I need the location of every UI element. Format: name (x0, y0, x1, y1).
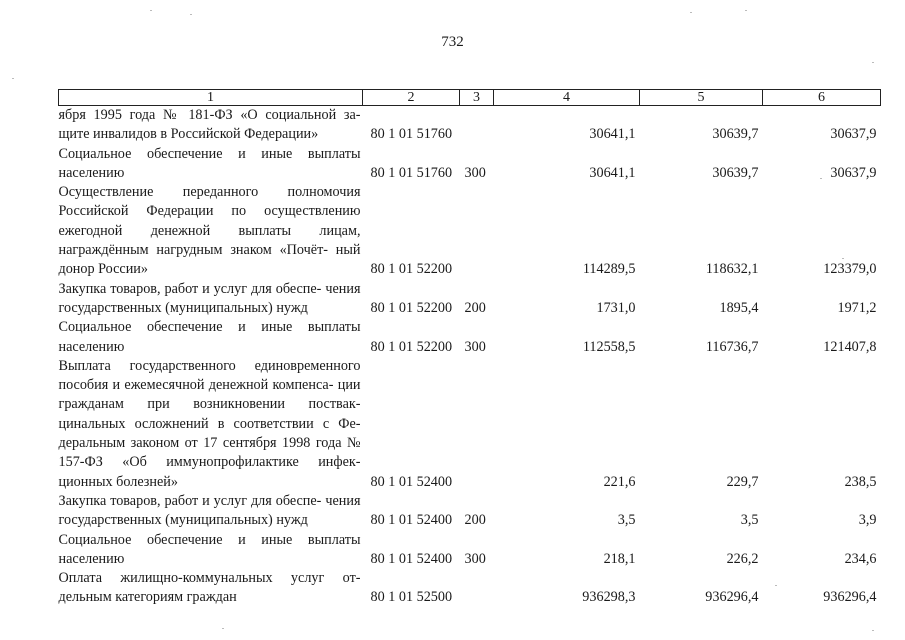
description-line: награждённым нагрудным знаком «Почёт- (58, 242, 328, 259)
description-line: Российской Федерации по осуществлению (58, 203, 361, 220)
header-cell: 2 (363, 90, 460, 106)
row-value-col4: 936298,3 (582, 589, 636, 606)
description-line: ежегодной денежной выплаты лицам, (58, 222, 361, 239)
description-line: населению (58, 550, 125, 567)
description-line: Выплата государственного единовременного (58, 357, 361, 374)
row-code: 80 1 01 51760 (370, 126, 453, 143)
row-value-col6: 936296,4 (823, 589, 877, 606)
row-value-col5: 3,5 (740, 512, 759, 529)
row-value-col4: 112558,5 (582, 338, 636, 355)
row-expense-type (460, 569, 494, 608)
row-description (59, 531, 363, 570)
row-code: 80 1 01 52400 (370, 512, 453, 529)
row-value-col6: 30637,9 (830, 126, 877, 143)
row-description (59, 145, 363, 184)
description-line: цинальных осложнений в соответствии с Фе- (58, 415, 361, 432)
description-line: населению (58, 164, 125, 181)
table-row (59, 357, 881, 492)
table-header-row (59, 90, 881, 106)
row-code: 80 1 01 52200 (370, 338, 453, 355)
row-value-col4: 114289,5 (582, 261, 636, 278)
row-value-col5: 1895,4 (719, 299, 759, 316)
header-cell: 3 (460, 90, 494, 106)
description-line: населению (58, 338, 125, 355)
description-line: нужд (276, 512, 308, 529)
header-cell: 4 (494, 90, 640, 106)
table-row (59, 183, 881, 279)
description-line: чения государственных (муниципальных) (58, 492, 361, 529)
row-code: 80 1 01 52200 (370, 261, 453, 278)
row-value-col4: 218,1 (603, 550, 636, 567)
row-value-col5: 116736,7 (705, 338, 759, 355)
row-value-col4: 30641,1 (589, 126, 636, 143)
description-line: ября 1995 года № 181-ФЗ «О социальной за- (58, 107, 361, 123)
row-value-col5: 229,7 (726, 473, 759, 490)
description-line: нужд (276, 299, 308, 316)
row-value-col6: 30637,9 (830, 164, 877, 181)
row-value-col6: 1971,2 (837, 299, 877, 316)
table-row (59, 106, 881, 145)
description-line: ции гражданам при возникновении поствак- (58, 377, 361, 413)
row-expense-type (460, 106, 494, 145)
row-value-col4: 1731,0 (596, 299, 636, 316)
row-value-col6: 238,5 (844, 473, 877, 490)
row-code: 80 1 01 52400 (370, 473, 453, 490)
description-line: ционных болезней» (58, 473, 178, 490)
table-row (59, 492, 881, 531)
description-line: щите инвалидов в Российской Федерации» (58, 126, 319, 143)
description-line: дельным категориям граждан (58, 589, 237, 606)
description-line: Оплата жилищно-коммунальных услуг от- (58, 570, 361, 587)
row-expense-type: 300 (464, 338, 486, 355)
row-value-col6: 234,6 (844, 550, 877, 567)
row-code: 80 1 01 51760 (370, 164, 453, 181)
header-cell: 1 (59, 90, 363, 106)
row-value-col4: 3,5 (617, 512, 636, 529)
row-description (59, 492, 363, 531)
description-line: Закупка товаров, работ и услуг для обеспе- (58, 492, 322, 509)
row-expense-type: 200 (464, 299, 486, 316)
page-number: 732 (441, 34, 464, 50)
row-value-col5: 936296,4 (705, 589, 759, 606)
row-value-col5: 30639,7 (712, 126, 759, 143)
row-code: 80 1 01 52200 (370, 299, 453, 316)
row-value-col5: 30639,7 (712, 164, 759, 181)
row-description (59, 183, 363, 279)
table-row (59, 145, 881, 184)
description-line: деральным законом от 17 сентября 1998 года (58, 435, 342, 452)
description-line: Осуществление переданного полномочия (58, 184, 361, 201)
row-description (59, 569, 363, 608)
row-expense-type: 200 (464, 512, 486, 529)
description-line: № 157-ФЗ «Об иммунопрофилактике инфек- (58, 435, 361, 471)
row-description (59, 280, 363, 319)
description-line: ный донор России» (58, 242, 361, 278)
description-line: пособия и ежемесячной денежной компенса- (58, 377, 334, 394)
description-line: чения государственных (муниципальных) (58, 280, 361, 316)
row-expense-type: 300 (464, 164, 486, 181)
description-line: Социальное обеспечение и иные выплаты (58, 145, 361, 162)
row-description (59, 106, 363, 145)
row-expense-type (460, 183, 494, 279)
budget-table (58, 89, 881, 608)
description-line: Социальное обеспечение и иные выплаты (58, 319, 361, 336)
row-expense-type (460, 357, 494, 492)
row-expense-type: 300 (464, 550, 486, 567)
table-row (59, 318, 881, 357)
row-code: 80 1 01 52400 (370, 550, 453, 567)
table-row (59, 569, 881, 608)
table-body (59, 106, 881, 608)
table-row (59, 531, 881, 570)
row-value-col5: 226,2 (726, 550, 759, 567)
row-value-col6: 3,9 (858, 512, 877, 529)
row-description (59, 357, 363, 492)
row-value-col5: 118632,1 (705, 261, 759, 278)
table-row (59, 280, 881, 319)
header-cell: 6 (763, 90, 881, 106)
description-line: Закупка товаров, работ и услуг для обеспе- (58, 280, 322, 297)
row-code: 80 1 01 52500 (370, 589, 453, 606)
description-line: Социальное обеспечение и иные выплаты (58, 531, 361, 548)
row-value-col4: 30641,1 (589, 164, 636, 181)
row-value-col4: 221,6 (603, 473, 636, 490)
header-cell: 5 (640, 90, 763, 106)
row-value-col6: 123379,0 (823, 261, 877, 278)
row-description (59, 318, 363, 357)
row-value-col6: 121407,8 (823, 338, 877, 355)
